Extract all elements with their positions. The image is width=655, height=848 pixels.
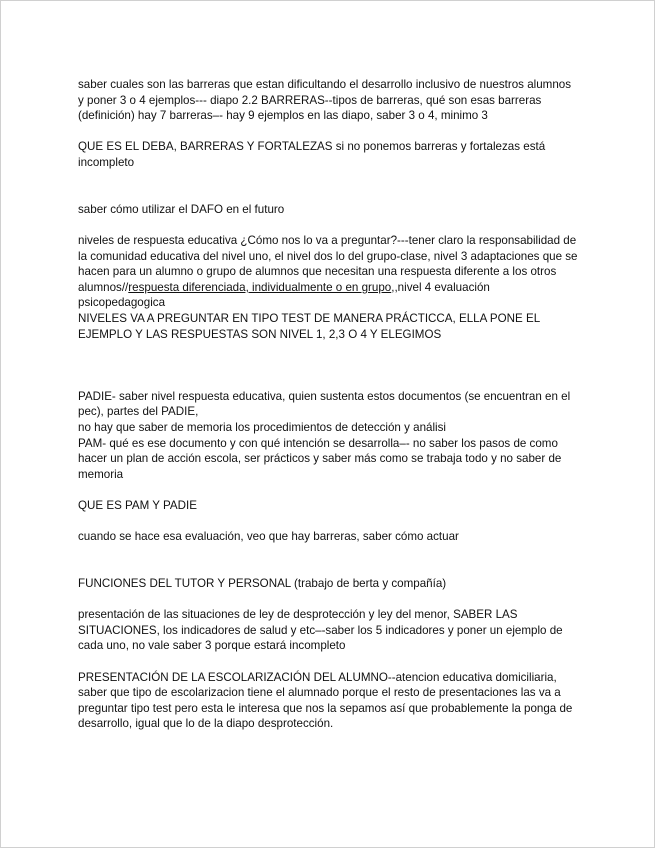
- paragraph-pam-padie: QUE ES PAM Y PADIE: [78, 499, 197, 513]
- paragraph-deba: QUE ES EL DEBA, BARRERAS Y FORTALEZAS si no ponemos barreras y fortalezas está incompleto: [78, 140, 546, 169]
- paragraph-dafo: saber cómo utilizar el DAFO en el futuro: [78, 202, 285, 216]
- niveles-text-a: niveles de respuesta educativa ¿Cómo nos lo va a preguntar?---tener claro la responsabilidad de la comunidad educativa del nivel uno, el nivel dos lo del grupo-clase, nivel 3 adaptaciones que se hacen para un alumno o grupo de alumnos que necesitan una respuesta diferente a los otros alumnos//: [78, 233, 578, 294]
- paragraph-padie: PADIE- saber nivel respuesta educativa, quien sustenta estos documentos (se encuentran en el pec), partes del PADIE,: [78, 389, 571, 419]
- paragraph-funciones-tutor: FUNCIONES DEL TUTOR Y PERSONAL (trabajo de berta y compañía): [78, 577, 447, 591]
- paragraph-deteccion: no hay que saber de memoria los procedimientos de detección y análisi: [78, 421, 446, 435]
- paragraph-escolarizacion: PRESENTACIÓN DE LA ESCOLARIZACIÓN DEL ALUMNO--atencion educativa domiciliaria, saber que tipo de escolarizacion tiene el alumnado porque el resto de presentaciones las va a preguntar tipo test pero esta le interesa que nos la sepamos así que probablemente la ponga de desarrollo, igual que lo de la diapo desprotección.: [78, 670, 573, 731]
- paragraph-barreras: saber cuales son las barreras que estan dificultando el desarrollo inclusivo de nuestros alumnos y poner 3 o 4 ejemplos--- diapo 2.2 BARRERAS--tipos de barreras, qué son esas barreras (definición) hay 7 barreras–- hay 9 ejemplos en las diapo, saber 3 o 4, minimo 3: [78, 78, 572, 123]
- document-body: [78, 77, 578, 732]
- paragraph-evaluacion: cuando se hace esa evaluación, veo que hay barreras, saber cómo actuar: [78, 530, 459, 544]
- paragraph-niveles-test: NIVELES VA A PREGUNTAR EN TIPO TEST DE MANERA PRÁCTICCA, ELLA PONE EL EJEMPLO Y LAS RESPUESTAS SON NIVEL 1, 2,3 O 4 Y ELEGIMOS: [78, 311, 540, 341]
- niveles-text-b: ,,nivel 4 evaluación psicopedagogica: [78, 280, 490, 310]
- niveles-underlined-text: respuesta diferenciada, individualmente o en grupo: [128, 280, 392, 294]
- paragraph-desproteccion: presentación de las situaciones de ley de desprotección y ley del menor, SABER LAS SITUACIONES, los indicadores de salud y etc–-saber los 5 indicadores y poner un ejemplo de cada uno, no vale saber 3 porque estará incompleto: [78, 608, 563, 653]
- paragraph-pam: PAM- qué es ese documento y con qué intención se desarrolla–- no saber los pasos de como hacer un plan de acción escola, ser prácticos y saber más como se trabaja todo y no saber de memoria: [78, 436, 562, 481]
- paragraph-niveles: [78, 233, 578, 311]
